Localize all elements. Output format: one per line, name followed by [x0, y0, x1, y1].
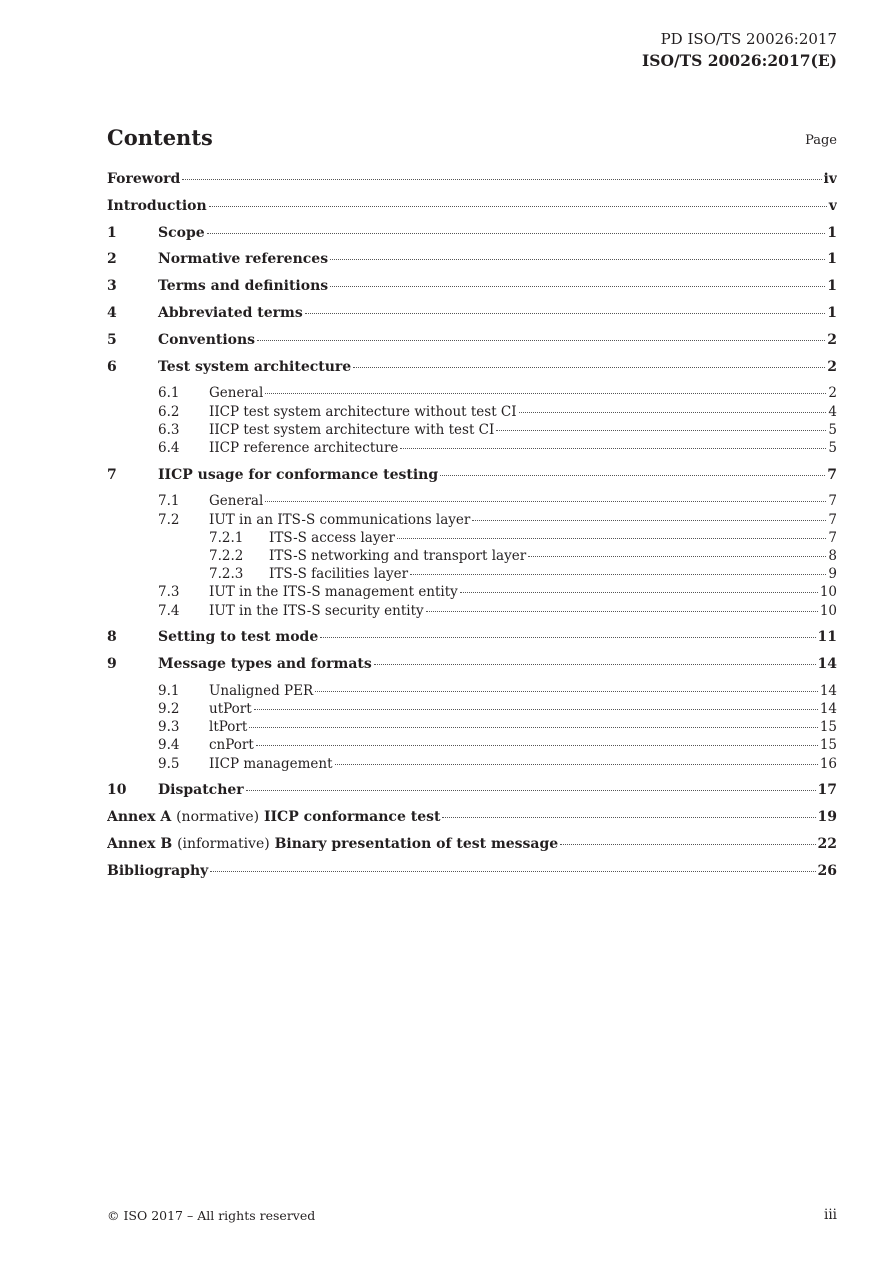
toc-entry[interactable] — [107, 404, 837, 422]
toc-dot-leader — [330, 286, 825, 287]
toc-entry-page: 26 — [817, 862, 837, 879]
toc-entry-number: 9.1 — [158, 682, 180, 699]
toc-entry-number: 6 — [107, 358, 117, 375]
toc-entry-page: 14 — [819, 682, 837, 699]
toc-dot-leader — [320, 637, 815, 638]
toc-entry-number: 7.3 — [158, 584, 180, 601]
toc-entry[interactable] — [107, 584, 837, 602]
toc-entry-title-text: ITS-S access layer — [269, 529, 395, 546]
toc-entry-title — [158, 629, 318, 645]
toc-dot-leader — [257, 340, 825, 341]
toc-dot-leader — [400, 448, 826, 449]
toc-dot-leader — [442, 817, 815, 818]
toc-entry-title — [209, 493, 263, 509]
toc-dot-leader — [426, 611, 818, 612]
toc-entry[interactable] — [107, 512, 837, 530]
toc-entry-title — [107, 198, 207, 214]
toc-entry[interactable] — [107, 701, 837, 719]
toc-entry-number: 9 — [107, 656, 117, 673]
toc-dot-leader — [182, 179, 821, 180]
toc-entry-title — [107, 809, 440, 825]
toc-entry[interactable] — [107, 467, 837, 494]
toc-dot-leader — [440, 475, 825, 476]
toc-entry-title-text: ITS-S networking and transport layer — [269, 547, 527, 564]
toc-entry-title — [158, 656, 372, 672]
toc-entry-page: 22 — [817, 835, 837, 852]
toc-entry-title-text: Abbreviated terms — [158, 304, 303, 321]
toc-entry-title — [269, 530, 395, 546]
header-document-id: PD ISO/TS 20026:2017 — [660, 30, 837, 48]
toc-entry-page: v — [828, 197, 837, 214]
toc-annex-type: (normative) — [176, 809, 260, 826]
toc-entry[interactable] — [107, 422, 837, 440]
toc-dot-leader — [330, 259, 825, 260]
toc-entry-number: 4 — [107, 304, 117, 321]
toc-entry[interactable] — [107, 566, 837, 584]
toc-dot-leader — [472, 520, 826, 521]
toc-entry[interactable] — [107, 251, 837, 278]
toc-entry-title — [158, 782, 244, 798]
toc-entry-number: 9.2 — [158, 701, 180, 718]
toc-entry-title-text: Scope — [158, 224, 205, 241]
toc-dot-leader — [209, 206, 827, 207]
toc-entry-title-text: IICP management — [209, 755, 333, 772]
toc-dot-leader — [249, 727, 818, 728]
toc-entry-title — [209, 584, 458, 600]
toc-entry[interactable] — [107, 359, 837, 386]
toc-entry-title — [209, 422, 494, 438]
toc-dot-leader — [496, 430, 826, 431]
toc-entry-title — [269, 566, 408, 582]
toc-entry-title — [209, 404, 517, 420]
toc-entry-title-text: IUT in the ITS-S security entity — [209, 602, 424, 619]
toc-entry[interactable] — [107, 440, 837, 458]
toc-entry-title-text: Message types and formats — [158, 656, 372, 673]
toc-entry-title-text: General — [209, 493, 264, 510]
toc-entry-title-text: cnPort — [209, 737, 254, 754]
toc-entry-title — [209, 701, 252, 717]
toc-dot-leader — [315, 691, 818, 692]
toc-entry-title-text: Setting to test mode — [158, 629, 319, 646]
toc-entry-number: 7.2.3 — [209, 566, 244, 583]
toc-entry-title — [107, 171, 180, 187]
toc-entry-page: 9 — [828, 566, 837, 583]
toc-entry[interactable] — [107, 756, 837, 774]
toc-entry-title-text: Unaligned PER — [209, 682, 314, 699]
toc-annex-title: IICP conformance test — [263, 809, 441, 826]
toc-entry-number: 6.3 — [158, 421, 180, 438]
toc-entry-page: 1 — [827, 304, 837, 321]
toc-dot-leader — [210, 871, 815, 872]
toc-entry-page: 2 — [828, 385, 837, 402]
footer-page-number: iii — [824, 1207, 837, 1223]
toc-entry-page: 16 — [819, 755, 837, 772]
toc-entry-title-text: Annex B — [107, 835, 173, 852]
toc-entry-title — [209, 683, 313, 699]
toc-entry-page: 7 — [827, 466, 837, 483]
toc-dot-leader — [305, 313, 826, 314]
toc-entry-title-text: Conventions — [158, 331, 256, 348]
toc-entry-page: 2 — [827, 358, 837, 375]
toc-entry[interactable] — [107, 332, 837, 359]
toc-dot-leader — [256, 745, 818, 746]
toc-entry-title — [209, 440, 398, 456]
toc-dot-leader — [528, 556, 826, 557]
toc-annex-type: (informative) — [177, 835, 270, 852]
toc-entry-page: 11 — [817, 629, 837, 646]
toc-entry-title — [107, 836, 558, 852]
toc-entry-page: 15 — [819, 719, 837, 736]
toc-entry-page: 1 — [827, 224, 837, 241]
toc-entry-title-text: Introduction — [107, 197, 207, 214]
toc-entry-title-text: General — [209, 385, 264, 402]
toc-dot-leader — [519, 412, 827, 413]
toc-dot-leader — [410, 574, 826, 575]
toc-entry-page: 14 — [817, 656, 837, 673]
toc-entry[interactable] — [107, 719, 837, 737]
toc-entry-page: 2 — [827, 331, 837, 348]
toc-entry-title — [158, 251, 328, 267]
toc-dot-leader — [207, 233, 826, 234]
toc-entry[interactable] — [107, 385, 837, 403]
toc-entry[interactable] — [107, 603, 837, 621]
toc-entry-number: 1 — [107, 224, 117, 241]
toc-entry[interactable] — [107, 171, 837, 198]
toc-entry-page: 14 — [819, 701, 837, 718]
toc-entry-number: 3 — [107, 278, 117, 295]
toc-entry-page: 10 — [819, 602, 837, 619]
toc-entry[interactable] — [107, 836, 837, 863]
toc-entry-title-text: Bibliography — [107, 862, 209, 879]
toc-entry-title-text: utPort — [209, 701, 252, 718]
toc-entry-title — [158, 359, 351, 375]
toc-dot-leader — [335, 764, 818, 765]
toc-entry[interactable] — [107, 782, 837, 809]
toc-entry[interactable] — [107, 225, 837, 252]
toc-entry[interactable] — [107, 863, 837, 890]
toc-entry-page: 1 — [827, 251, 837, 268]
toc-entry[interactable] — [107, 548, 837, 566]
toc-entry-title-text: Normative references — [158, 251, 329, 268]
toc-annex-title: Binary presentation of test message — [274, 835, 559, 852]
toc-dot-leader — [265, 393, 826, 394]
toc-entry[interactable] — [107, 737, 837, 755]
toc-entry-page: 5 — [828, 421, 837, 438]
page-column-label: Page — [805, 133, 837, 148]
toc-entry[interactable] — [107, 530, 837, 548]
toc-entry-title — [158, 278, 328, 294]
toc-entry[interactable] — [107, 198, 837, 225]
toc-entry-page: 8 — [828, 547, 837, 564]
toc-entry-page: 7 — [828, 529, 837, 546]
toc-entry-number: 9.3 — [158, 719, 180, 736]
toc-entry-title — [158, 467, 438, 483]
toc-entry-number: 9.5 — [158, 755, 180, 772]
toc-entry-number: 8 — [107, 629, 117, 646]
toc-entry-page: 7 — [828, 493, 837, 510]
toc-entry-number: 6.2 — [158, 403, 180, 420]
toc-dot-leader — [460, 592, 818, 593]
toc-entry-page: iv — [823, 171, 837, 187]
toc-dot-leader — [397, 538, 826, 539]
toc-entry-title-text: IICP usage for conformance testing — [158, 466, 439, 483]
toc-entry-page: 15 — [819, 737, 837, 754]
toc-entry-title — [209, 737, 254, 753]
toc-entry-title-text: Annex A — [107, 809, 172, 826]
toc-entry-page: 4 — [828, 403, 837, 420]
toc-entry-title-text: IICP test system architecture without test CI — [209, 403, 517, 420]
toc-entry-title-text: ITS-S facilities layer — [269, 566, 409, 583]
toc-entry-title-text: Test system architecture — [158, 358, 352, 375]
toc-entry-page: 1 — [827, 278, 837, 295]
toc-entry[interactable] — [107, 305, 837, 332]
toc-entry-title — [209, 756, 333, 772]
toc-entry[interactable] — [107, 493, 837, 511]
toc-entry-number: 7.2.1 — [209, 529, 244, 546]
toc-entry-title — [269, 548, 526, 564]
toc-entry-number: 6.1 — [158, 385, 180, 402]
toc-entry-title — [209, 385, 263, 401]
toc-entry-title — [107, 863, 208, 879]
footer-copyright: © ISO 2017 – All rights reserved — [107, 1208, 316, 1223]
toc-entry-title-text: IUT in an ITS-S communications layer — [209, 511, 471, 528]
toc-entry-page: 17 — [817, 782, 837, 799]
toc-entry-number: 9.4 — [158, 737, 180, 754]
toc-dot-leader — [265, 501, 826, 502]
toc-dot-leader — [353, 367, 825, 368]
toc-entry-title-text: Terms and definitions — [158, 278, 329, 295]
toc-entry[interactable] — [107, 629, 837, 656]
toc-dot-leader — [246, 790, 816, 791]
toc-entry-page: 7 — [828, 511, 837, 528]
toc-entry-page: 19 — [817, 809, 837, 826]
toc-entry-number: 6.4 — [158, 439, 180, 456]
page-title: Contents — [107, 125, 213, 150]
toc-entry-title — [209, 512, 470, 528]
toc-entry-title-text: IICP reference architecture — [209, 439, 399, 456]
toc-entry-number: 2 — [107, 251, 117, 268]
toc-entry-title-text: Dispatcher — [158, 782, 244, 799]
toc-entry-title — [158, 225, 205, 241]
table-of-contents — [107, 171, 837, 889]
toc-entry[interactable] — [107, 278, 837, 305]
toc-entry-page: 5 — [828, 439, 837, 456]
toc-entry[interactable] — [107, 656, 837, 683]
toc-entry-title-text: IUT in the ITS-S management entity — [209, 584, 458, 601]
toc-entry-number: 7.4 — [158, 602, 180, 619]
toc-entry-title — [158, 305, 303, 321]
toc-entry-number: 7 — [107, 466, 117, 483]
toc-entry-title-text: ltPort — [209, 719, 248, 736]
toc-entry-number: 5 — [107, 331, 117, 348]
toc-entry-page: 10 — [819, 584, 837, 601]
toc-dot-leader — [254, 709, 818, 710]
toc-dot-leader — [374, 664, 816, 665]
toc-entry-title — [209, 603, 424, 619]
toc-entry-title — [158, 332, 255, 348]
toc-entry-number: 7.2.2 — [209, 547, 244, 564]
toc-entry-number: 7.1 — [158, 493, 180, 510]
toc-entry-number: 10 — [107, 782, 127, 799]
toc-dot-leader — [560, 844, 815, 845]
toc-entry-title-text: Foreword — [107, 171, 181, 187]
toc-entry[interactable] — [107, 809, 837, 836]
toc-entry[interactable] — [107, 683, 837, 701]
header-standard-id: ISO/TS 20026:2017(E) — [642, 51, 837, 70]
toc-entry-title — [209, 719, 247, 735]
toc-entry-title-text: IICP test system architecture with test CI — [209, 421, 495, 438]
toc-entry-number: 7.2 — [158, 511, 180, 528]
